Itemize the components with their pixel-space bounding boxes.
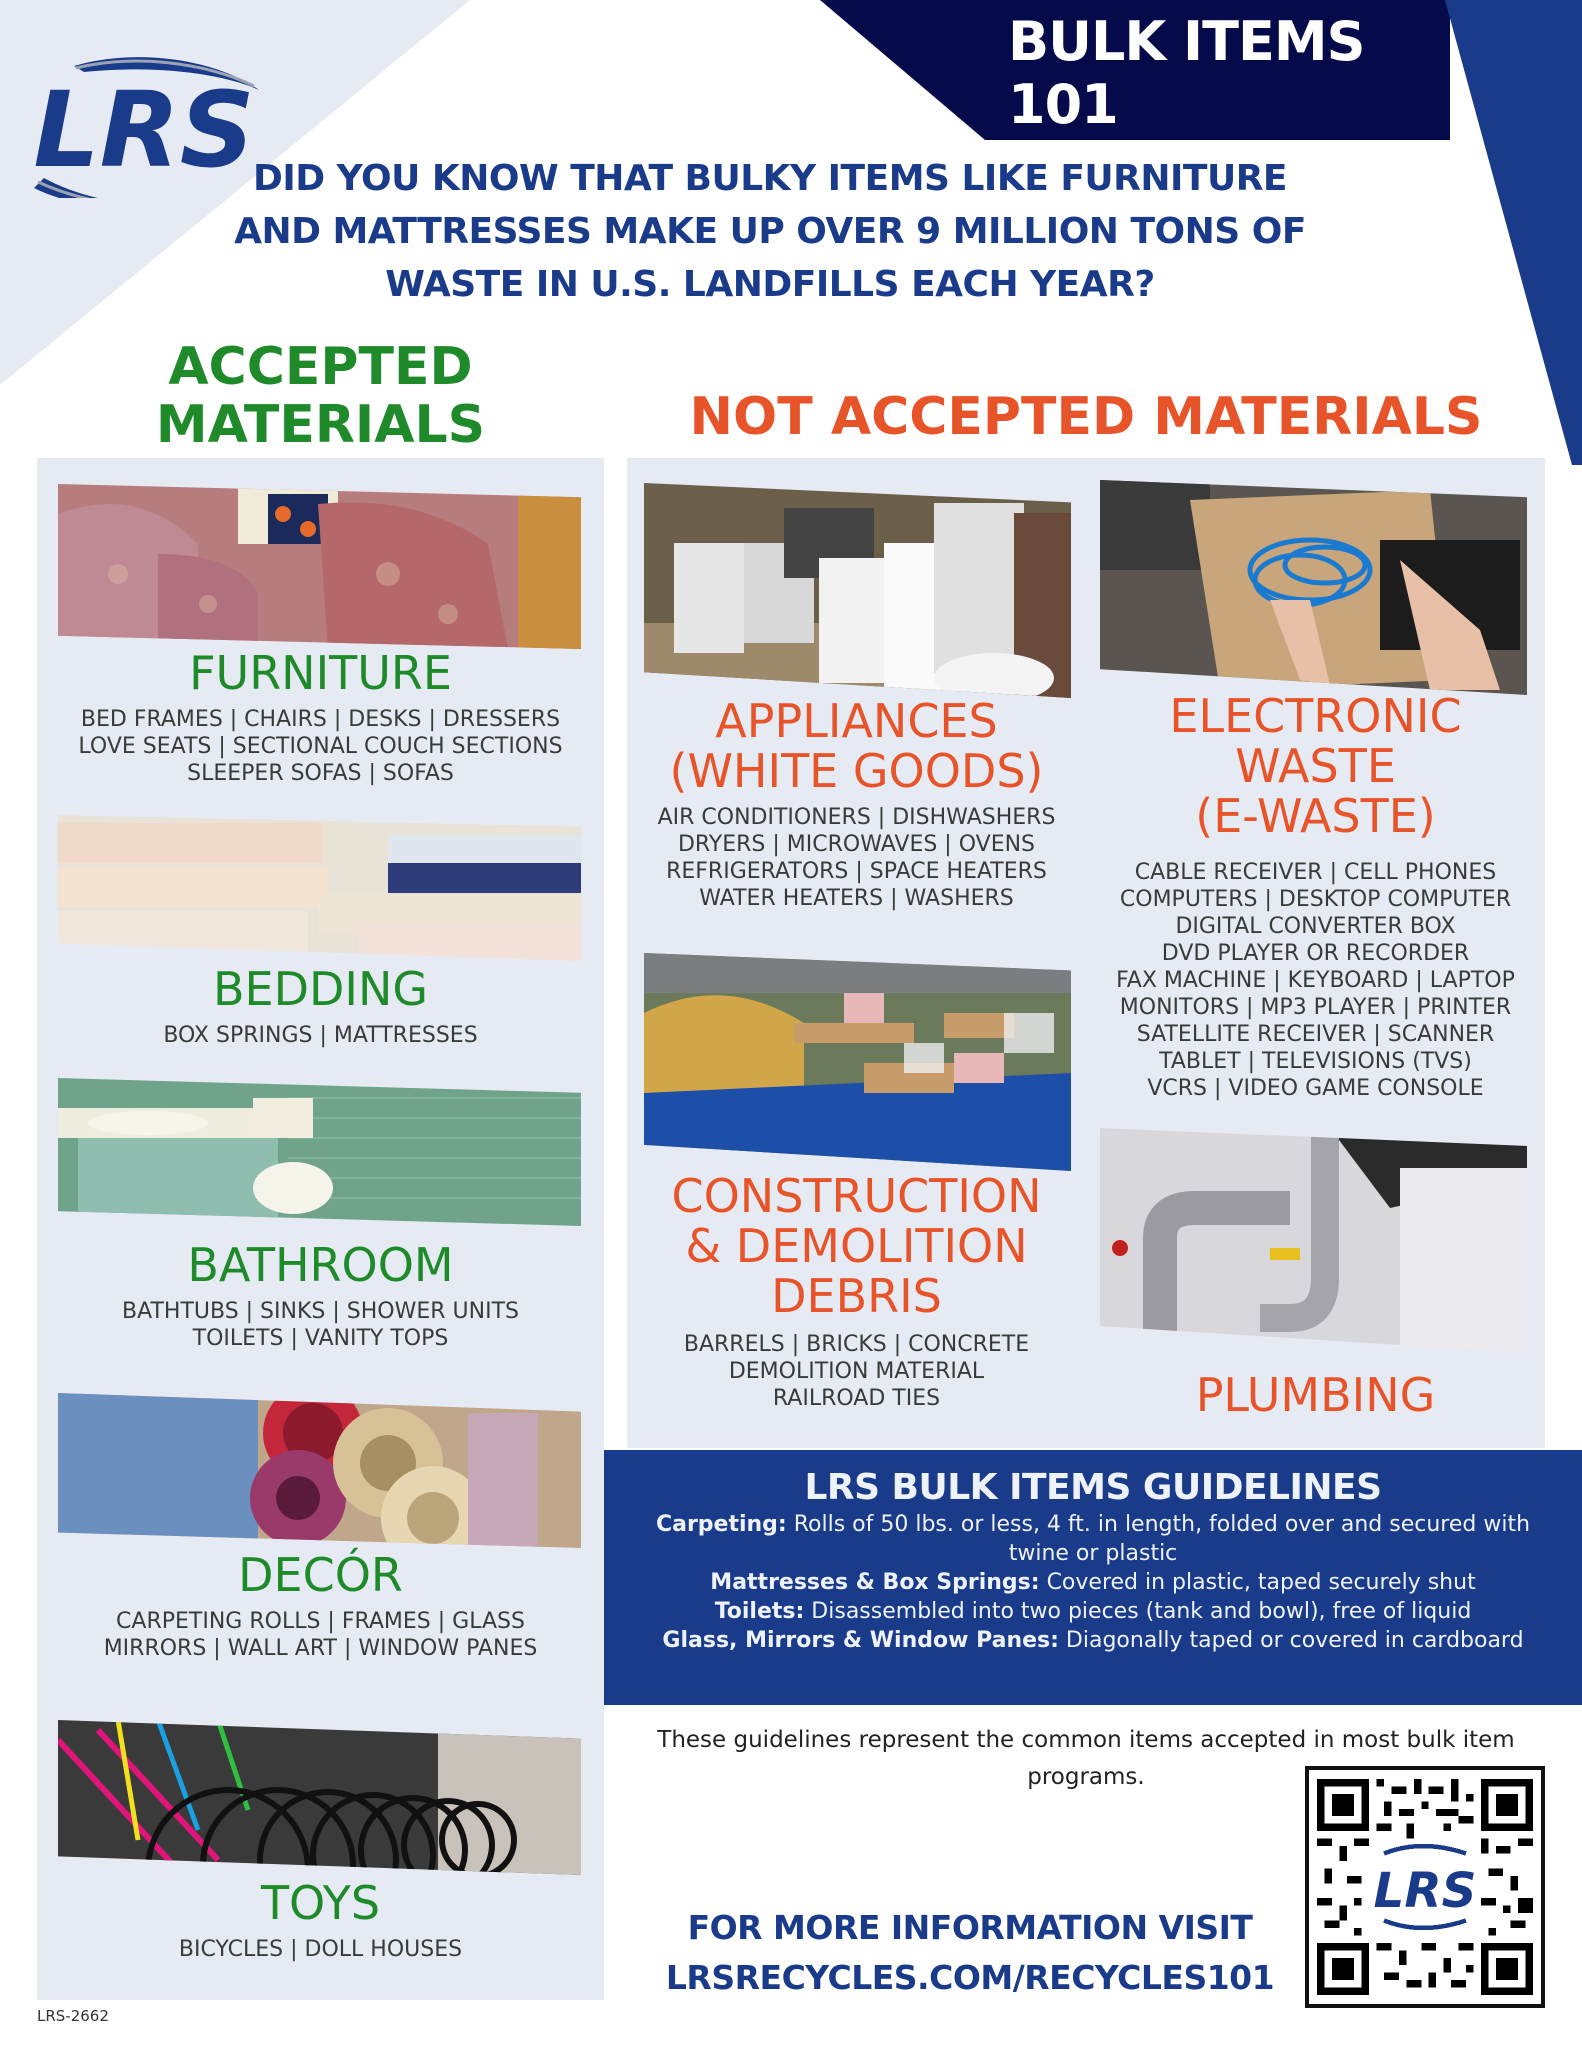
category-furniture [37, 458, 604, 788]
title-line: (E-WASTE) [1195, 789, 1436, 843]
item-line: FAX MACHINE | KEYBOARD | LAPTOP [1116, 968, 1515, 993]
item-line: DEMOLITION MATERIAL [728, 1359, 985, 1384]
svg-text:LRS: LRS [33, 69, 255, 191]
headline-line: DID YOU KNOW THAT BULKY ITEMS LIKE FURNITURE [252, 158, 1288, 199]
category-title: DECÓR [238, 1548, 403, 1602]
page-title: BULK ITEMS 101 [1008, 10, 1365, 136]
item-line: VCRS | VIDEO GAME CONSOLE [1147, 1076, 1484, 1101]
headline-line: AND MATTRESSES MAKE UP OVER 9 MILLION TONS OF [234, 211, 1306, 252]
rugs-photo [58, 1393, 581, 1548]
guideline-label: Carpeting: [655, 1512, 787, 1537]
category-title: PLUMBING [1195, 1368, 1436, 1422]
accepted-materials-heading [37, 338, 604, 454]
category-title: FURNITURE [189, 646, 452, 700]
item-line: DVD PLAYER OR RECORDER [1161, 941, 1470, 966]
more-info [620, 1903, 1320, 2003]
category-e-waste [1086, 458, 1545, 1108]
debris-dumpster-photo [644, 953, 1071, 1171]
category-items [37, 1298, 604, 1352]
item-line: BICYCLES | DOLL HOUSES [178, 1937, 463, 1962]
guideline-label: Toilets: [714, 1599, 805, 1624]
category-construction-demolition [627, 953, 1086, 1448]
item-line: TABLET | TELEVISIONS (TVS) [1159, 1049, 1472, 1074]
guideline-text: Covered in plastic, taped securely shut [1039, 1570, 1476, 1595]
category-items [37, 706, 604, 787]
document-code: LRS-2662 [37, 2007, 109, 2025]
item-line: MONITORS | MP3 PLAYER | PRINTER [1119, 995, 1512, 1020]
category-bathroom [37, 1058, 604, 1368]
title-line: & DEMOLITION [685, 1219, 1028, 1273]
armchairs-photo [58, 484, 581, 649]
category-appliances [627, 458, 1086, 918]
item-line: BARRELS | BRICKS | CONCRETE [683, 1332, 1030, 1357]
item-line: DIGITAL CONVERTER BOX [1175, 914, 1456, 939]
electronics-photo [1100, 480, 1527, 695]
heading-line: ACCEPTED [168, 337, 473, 397]
guideline-label: Mattresses & Box Springs: [710, 1570, 1040, 1595]
mattresses-photo [58, 815, 581, 961]
item-line: BOX SPRINGS | MATTRESSES [163, 1023, 478, 1048]
category-plumbing [1086, 1128, 1545, 1448]
category-title [1086, 691, 1545, 841]
category-bedding [37, 798, 604, 1058]
title-line: CONSTRUCTION [671, 1169, 1042, 1223]
bathroom-photo [58, 1078, 581, 1226]
not-accepted-materials-panel [627, 458, 1545, 1448]
title-line: DEBRIS [771, 1269, 942, 1323]
item-line: REFRIGERATORS | SPACE HEATERS [666, 859, 1047, 884]
item-line: CABLE RECEIVER | CELL PHONES [1134, 860, 1497, 885]
guideline-glass [643, 1626, 1543, 1655]
title-line: ELECTRONIC [1169, 689, 1462, 743]
guidelines-box [604, 1450, 1582, 1705]
category-decor [37, 1398, 604, 1688]
more-info-label: FOR MORE INFORMATION VISIT [687, 1908, 1253, 1947]
category-title: TOYS [260, 1876, 381, 1930]
category-title [627, 696, 1086, 796]
title-line: (WHITE GOODS) [669, 744, 1044, 798]
title-line: WASTE [1235, 739, 1396, 793]
guideline-toilets [643, 1597, 1543, 1626]
appliances-photo [644, 483, 1071, 698]
category-items [37, 1022, 604, 1049]
item-line: WATER HEATERS | WASHERS [699, 886, 1014, 911]
heading-line: MATERIALS [155, 395, 486, 455]
category-title: BATHROOM [187, 1238, 454, 1292]
qr-code-icon [1317, 1778, 1533, 1996]
svg-text:LRS: LRS [1373, 1863, 1477, 1920]
guideline-mattresses [643, 1568, 1543, 1597]
item-line: BED FRAMES | CHAIRS | DESKS | DRESSERS [80, 707, 561, 732]
category-title [627, 1171, 1086, 1321]
more-info-link[interactable]: LRSRECYCLES.COM/RECYCLES101 [665, 1958, 1275, 1997]
guideline-carpeting [643, 1510, 1543, 1568]
item-line: AIR CONDITIONERS | DISHWASHERS [657, 805, 1056, 830]
item-line: SATELLITE RECEIVER | SCANNER [1136, 1022, 1495, 1047]
guideline-text: Disassembled into two pieces (tank and bowl), free of liquid [804, 1599, 1472, 1624]
headline-line: WASTE IN U.S. LANDFILLS EACH YEAR? [385, 264, 1155, 305]
category-items [37, 1936, 604, 1963]
item-line: RAILROAD TIES [772, 1386, 941, 1411]
disclaimer-text: These guidelines represent the common items accepted in most bulk item programs. [657, 1727, 1515, 1790]
not-accepted-materials-heading: NOT ACCEPTED MATERIALS [689, 387, 1483, 447]
headline-question [220, 152, 1320, 311]
item-line: COMPUTERS | DESKTOP COMPUTER [1119, 887, 1512, 912]
category-items [1086, 859, 1545, 1102]
accepted-materials-panel [37, 458, 604, 2000]
item-line: DRYERS | MICROWAVES | OVENS [677, 832, 1036, 857]
item-line: BATHTUBS | SINKS | SHOWER UNITS [122, 1299, 519, 1324]
item-line: SLEEPER SOFAS | SOFAS [187, 761, 454, 786]
item-line: MIRRORS | WALL ART | WINDOW PANES [103, 1636, 538, 1661]
category-items [627, 1331, 1086, 1412]
guideline-text: Diagonally taped or covered in cardboard [1058, 1628, 1524, 1653]
category-items [627, 804, 1086, 912]
item-line: CARPETING ROLLS | FRAMES | GLASS [116, 1609, 525, 1634]
item-line: LOVE SEATS | SECTIONAL COUCH SECTIONS [78, 734, 563, 759]
qr-code[interactable] [1305, 1766, 1545, 2008]
category-title: BEDDING [212, 962, 429, 1016]
category-toys [37, 1708, 604, 2000]
guidelines-title: LRS BULK ITEMS GUIDELINES [804, 1467, 1382, 1508]
item-line: TOILETS | VANITY TOPS [192, 1326, 449, 1351]
bicycles-photo [58, 1720, 581, 1875]
guideline-text: Rolls of 50 lbs. or less, 4 ft. in length, folded over and secured with twine or plastic [786, 1512, 1531, 1566]
plumbing-photo [1100, 1128, 1527, 1353]
guideline-label: Glass, Mirrors & Window Panes: [662, 1628, 1059, 1653]
category-items [37, 1608, 604, 1662]
page-title-banner [960, 10, 1460, 136]
title-line: APPLIANCES [715, 694, 998, 748]
